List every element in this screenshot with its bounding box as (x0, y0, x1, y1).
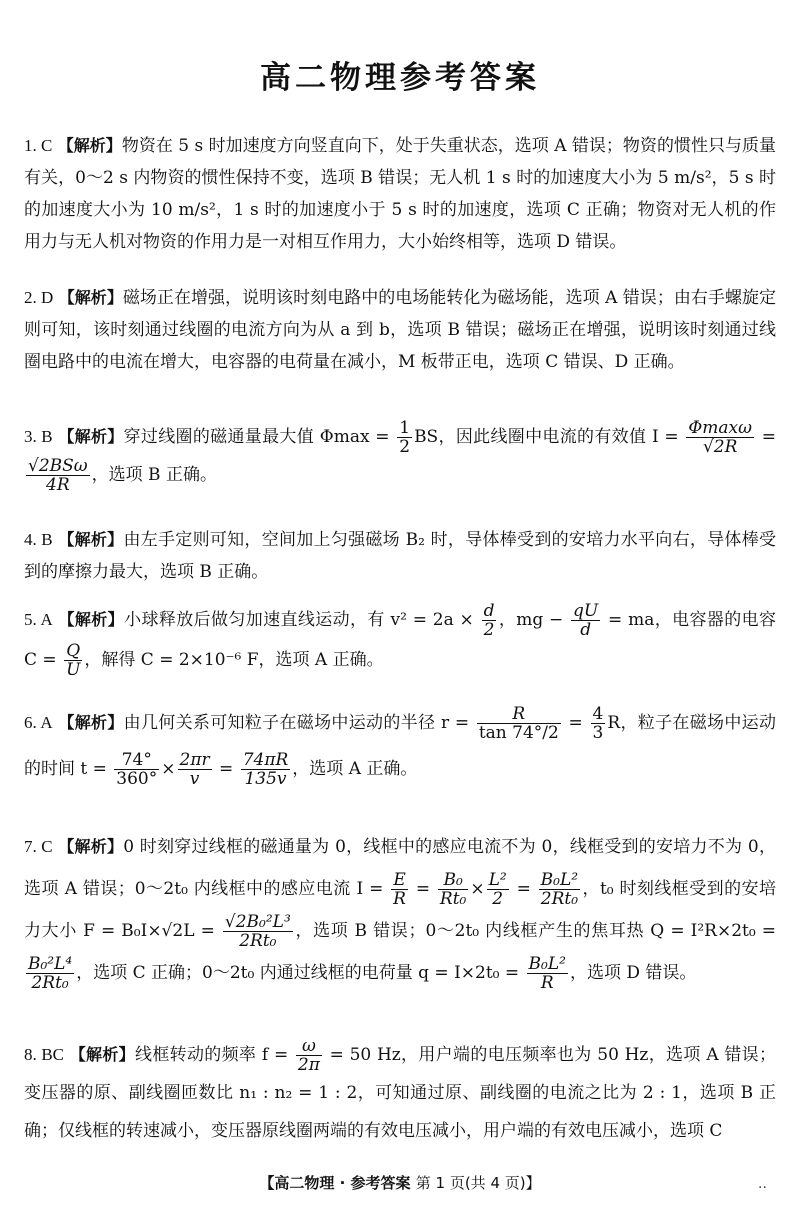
numerator: 74° (114, 751, 159, 770)
fraction (527, 955, 568, 992)
item-text: = ma，电容器的电容 C = (24, 610, 777, 670)
numerator: B₀ (438, 871, 468, 890)
denominator: Rt₀ (439, 889, 467, 909)
item-text: ，选项 B 正确。 (91, 465, 217, 485)
item-number: 2. D (24, 288, 54, 307)
numerator: E (391, 871, 408, 890)
item-text: BS，因此线圈中电流的有效值 I = (414, 427, 685, 447)
denominator: 135v (244, 769, 287, 789)
numerator: ω (296, 1037, 322, 1056)
numerator: B₀L² (528, 954, 566, 974)
item-text: R，粒子在磁场中运动的时间 t = (24, 713, 776, 779)
item-text: × (470, 879, 485, 899)
fraction (296, 1037, 322, 1074)
numerator: Q (64, 642, 82, 661)
fraction (223, 913, 293, 950)
item-text: = (562, 713, 589, 733)
answer-item-7 (24, 826, 776, 994)
footer-label: 【高二物理 · 参考答案 (259, 1174, 411, 1192)
numerator: √2B₀²L³ (224, 912, 291, 932)
item-number: 6. A (24, 713, 53, 732)
page-title: 高二物理参考答案 (260, 60, 540, 96)
numerator: 74πR (242, 750, 289, 770)
item-number: 1. C (24, 136, 53, 155)
denominator: 3 (592, 723, 604, 743)
item-text: 由几何关系可知粒子在磁场中运动的半径 r = (123, 713, 475, 733)
analysis-tag: 【解析】 (69, 1045, 135, 1064)
fraction (178, 751, 212, 788)
item-text: = (409, 879, 436, 899)
numerator: 4 (592, 704, 604, 724)
answer-item-4 (24, 524, 776, 588)
fraction (241, 751, 291, 788)
fraction (114, 751, 159, 788)
analysis-tag: 【解析】 (58, 713, 124, 732)
analysis-tag: 【解析】 (58, 288, 123, 307)
denominator: 2 (399, 437, 411, 457)
analysis-tag: 【解析】 (57, 136, 122, 155)
denominator: 2 (492, 889, 504, 909)
page-number: 第 1 页(共 4 页)】 (415, 1174, 541, 1192)
denominator: 2Rt₀ (31, 973, 69, 993)
denominator: tan 74°/2 (478, 723, 559, 743)
fraction (571, 602, 600, 639)
item-text: 小球释放后做匀加速直线运动，有 v² = 2a × (124, 610, 480, 630)
numerator: d (483, 601, 495, 621)
item-text: = 50 Hz，用户端的电压频率也为 50 Hz，选项 A 错误；变压器的原、副线圈匝数比 n₁ : n₂ = 1 : 2，可知通过原、副线圈的电流之比为 2 : 1，选项 B 正确；仅线框的转速减小，变压器原线圈两端的有效电压减小，用户端的有效电压减小，选项 C (24, 1045, 776, 1141)
item-text: 物资在 5 s 时加速度方向竖直向下，处于失重状态，选项 A 错误；物资的惯性只与质量有关，0～2 s 内物资的惯性保持不变，选项 B 错误；无人机 1 s 时的加速度大小为 5 m/s²，5 s 时的加速度大小为 10 m/s²，1 s 时的加速度小于 5 s 时的加速度，选项 C 正确；物资对无人机的作用力与无人机对物资的作用力是一对相互作用力，大小始终相等，选项 D 错误。 (24, 136, 777, 252)
fraction (591, 705, 606, 742)
item-number: 8. BC (24, 1045, 64, 1064)
denominator: v (189, 769, 200, 789)
numerator: L² (488, 870, 507, 890)
item-text: 由左手定则可知，空间加上匀强磁场 B₂ 时，导体棒受到的安培力水平向右，导体棒受到的摩擦力最大，选项 B 正确。 (24, 530, 776, 582)
fraction (686, 419, 754, 456)
item-text: × (161, 759, 176, 779)
numerator: √2BSω (28, 456, 88, 476)
denominator: 2 (483, 620, 495, 640)
numerator: B₀L² (540, 870, 579, 890)
answer-item-8 (24, 1036, 776, 1150)
fraction (487, 871, 509, 908)
item-number: 3. B (24, 427, 53, 446)
fraction (391, 871, 408, 908)
numerator: qU (573, 601, 599, 621)
denominator: R (540, 973, 554, 993)
item-number: 5. A (24, 610, 53, 629)
item-text: ，选项 C 正确；0～2t₀ 内通过线框的电荷量 q = I×2t₀ = (76, 963, 525, 983)
denominator: d (580, 620, 592, 640)
numerator: 2πr (179, 750, 210, 770)
numerator: B₀²L⁴ (28, 954, 73, 974)
denominator: R (393, 889, 406, 909)
answer-item-1 (24, 130, 776, 258)
analysis-tag: 【解析】 (58, 837, 124, 856)
item-text: 0 时刻穿过线框的磁通量为 0，线框中的感应电流不为 0，线框受到的安培力不为 0，选项 A 错误；0～2t₀ 内线框中的感应电流 I = (24, 837, 776, 899)
item-text: ，选项 B 错误；0～2t₀ 内线框产生的焦耳热 Q = I²R×2t₀ = (294, 921, 777, 941)
numerator: R (477, 705, 561, 724)
denominator: 4R (46, 475, 70, 495)
fraction (438, 871, 468, 908)
item-text: ，解得 C = 2×10⁻⁶ F，选项 A 正确。 (84, 650, 384, 670)
fraction (26, 457, 90, 494)
item-text: ，mg − (498, 610, 570, 630)
numerator: Φmaxω (688, 418, 753, 438)
item-text: 磁场正在增强，说明该时刻电路中的电场能转化为磁场能，选项 A 错误；由右手螺旋定则可知，该时刻通过线圈的电流方向为从 a 到 b，选项 B 错误；磁场正在增强，说明该时刻通过线圈电路中的电流在增大，电容器的电荷量在减小，M 板带正电，选项 C 错误、D 正确。 (24, 288, 776, 372)
item-text: = (213, 759, 239, 779)
item-text: 穿过线圈的磁通量最大值 Φmax = (123, 427, 396, 447)
denominator: U (66, 660, 81, 680)
item-text: = (756, 427, 776, 447)
corner-mark: ·· (758, 1180, 767, 1196)
answer-item-5 (24, 600, 776, 680)
item-text: ，t₀ 时刻线框受到的安培力大小 F = B₀I×√2L = (24, 879, 776, 941)
analysis-tag: 【解析】 (58, 427, 124, 446)
fraction (477, 705, 561, 742)
item-text: ，选项 A 正确。 (292, 759, 418, 779)
analysis-tag: 【解析】 (58, 610, 125, 629)
item-number: 7. C (24, 837, 53, 856)
item-text: = (510, 879, 537, 899)
fraction (539, 871, 580, 908)
denominator: 2Rt₀ (239, 931, 277, 951)
denominator: 360° (116, 769, 158, 789)
fraction (397, 419, 412, 456)
analysis-tag: 【解析】 (58, 530, 124, 549)
answer-item-3 (24, 418, 776, 494)
item-text: 线框转动的频率 f = (135, 1045, 294, 1065)
item-text: ，选项 D 错误。 (569, 963, 697, 983)
fraction (482, 602, 497, 639)
fraction (26, 955, 74, 992)
item-number: 4. B (24, 530, 53, 549)
answer-item-6 (24, 700, 776, 792)
denominator: 2π (297, 1055, 320, 1075)
numerator: 1 (399, 418, 411, 438)
denominator: √2R (702, 437, 738, 457)
page-footer (0, 1172, 800, 1193)
fraction (64, 642, 82, 679)
answer-item-2 (24, 282, 776, 378)
denominator: 2Rt₀ (540, 889, 579, 909)
